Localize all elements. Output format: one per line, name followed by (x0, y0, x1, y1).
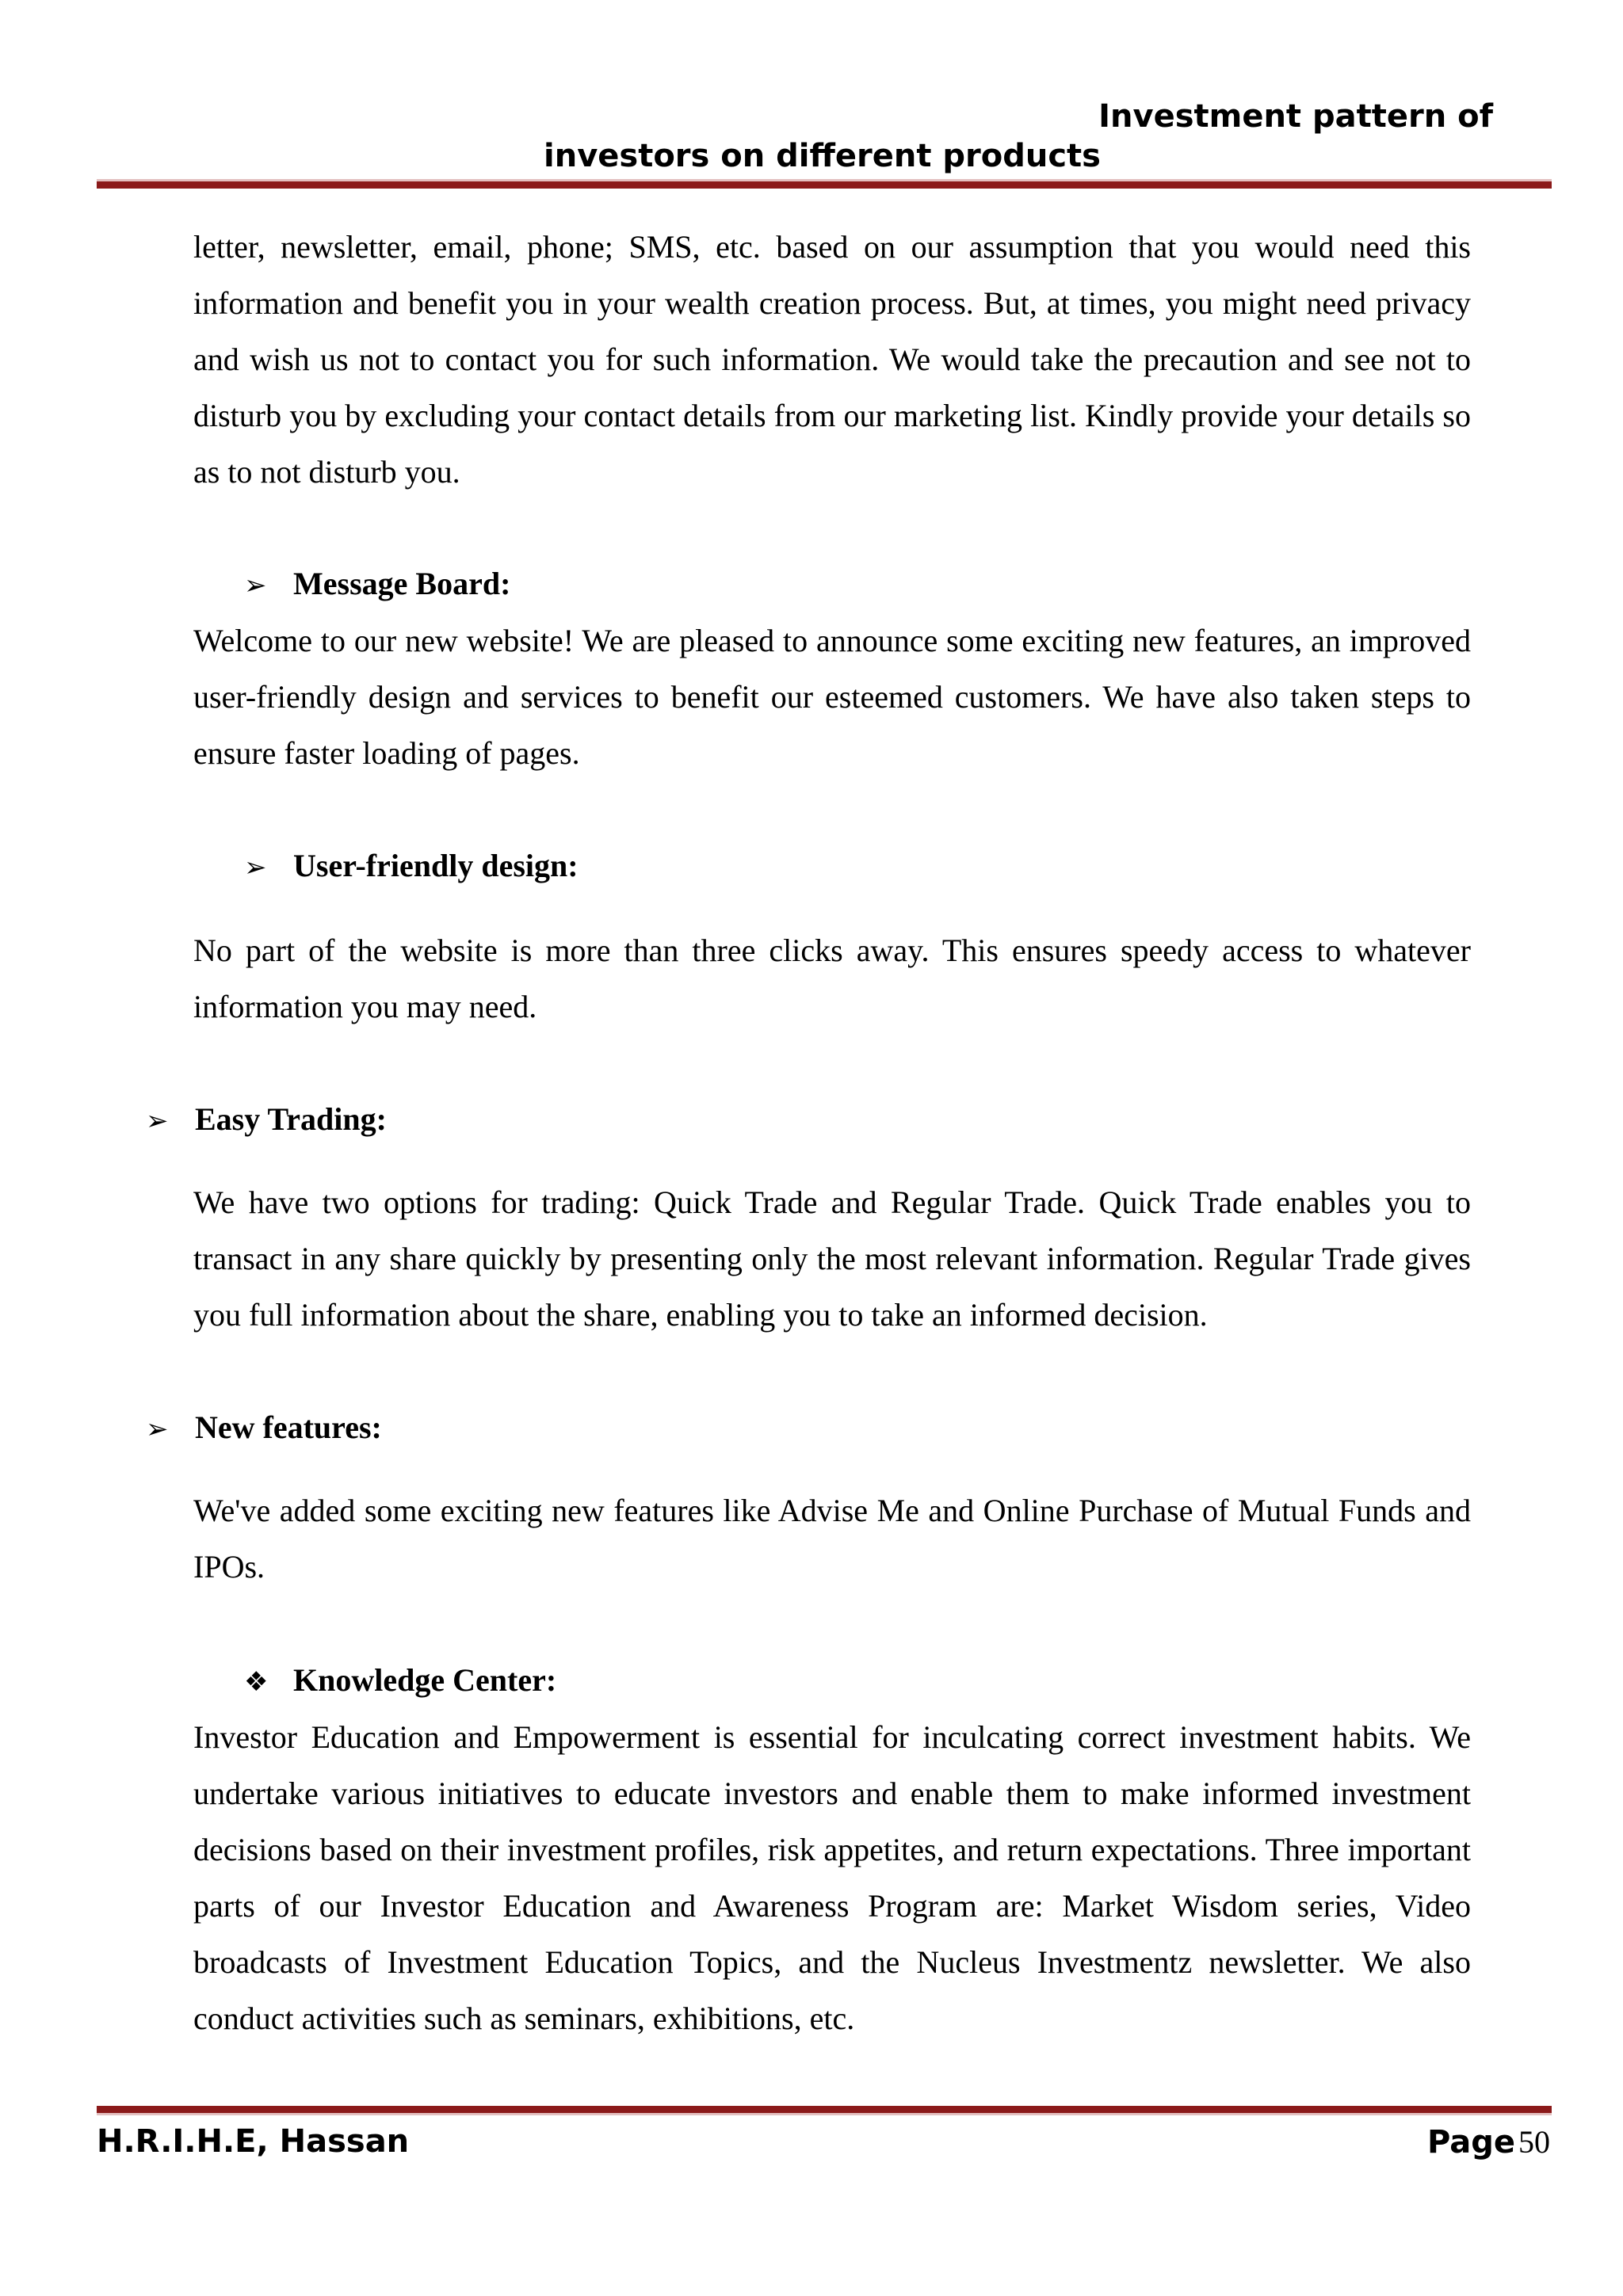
diamond-bullet-icon: ❖ (244, 1666, 269, 1698)
easy-trading-heading: ➢ Easy Trading: (146, 1100, 387, 1141)
arrow-bullet-icon: ➢ (146, 1105, 169, 1137)
knowledge-center-heading: ❖ Knowledge Center: (244, 1661, 556, 1702)
footer-rule (97, 2106, 1552, 2115)
footer-page-number (1427, 2123, 1550, 2161)
message-board-paragraph: Welcome to our new website! We are pleased to announce some exciting new features, an improved user-friendly design and services to benefit our esteemed customers. We have also taken steps to ensure faster loading of pages. (193, 623, 1471, 771)
knowledge-center-paragraph: Investor Education and Empowerment is essential for inculcating correct investment habits. We undertake various initiatives to educate investors and enable them to make informed investment decisions based on their investment profiles, risk appetites, and return expectations. Three important parts of our Investor Education and Awareness Program are: Market Wisdom series, Video broadcasts of Investment Education Topics, and the Nucleus Investmentz newsletter. We also conduct activities such as seminars, exhibitions, etc. (193, 1719, 1471, 2036)
message-board-heading: ➢ Message Board: (244, 564, 510, 605)
intro-paragraph: letter, newsletter, email, phone; SMS, etc. based on our assumption that you would need this information and benefit you in your wealth creation process. But, at times, you might need privacy and wish us not to contact you for such information. We would take the precaution and see not to disturb you by excluding your contact details from our marketing list. Kindly provide your details so as to not disturb you. (193, 229, 1471, 490)
easy-trading-paragraph: We have two options for trading: Quick Trade and Regular Trade. Quick Trade enables you to transact in any share quickly by presenting only the most relevant information. Regular Trade gives you full information about the share, enabling you to take an informed decision. (193, 1184, 1471, 1333)
footer-institution: H.R.I.H.E, Hassan (97, 2123, 410, 2160)
new-features-paragraph: We've added some exciting new features like Advise Me and Online Purchase of Mutual Funds and IPOs. (193, 1493, 1471, 1585)
arrow-bullet-icon: ➢ (244, 570, 267, 601)
new-features-heading: ➢ New features: (146, 1408, 382, 1449)
header-line-1: Investment pattern of (1098, 98, 1493, 135)
page-label: Page (1427, 2124, 1515, 2161)
header-line-2: investors on different products (544, 138, 1101, 174)
header-rule (97, 179, 1552, 189)
page-header-title (384, 97, 1493, 176)
user-friendly-paragraph: No part of the website is more than three clicks away. This ensures speedy access to whatever information you may need. (193, 933, 1471, 1024)
page-number: 50 (1518, 2124, 1550, 2160)
arrow-bullet-icon: ➢ (244, 852, 267, 883)
arrow-bullet-icon: ➢ (146, 1413, 169, 1445)
user-friendly-heading: ➢ User-friendly design: (244, 846, 579, 887)
